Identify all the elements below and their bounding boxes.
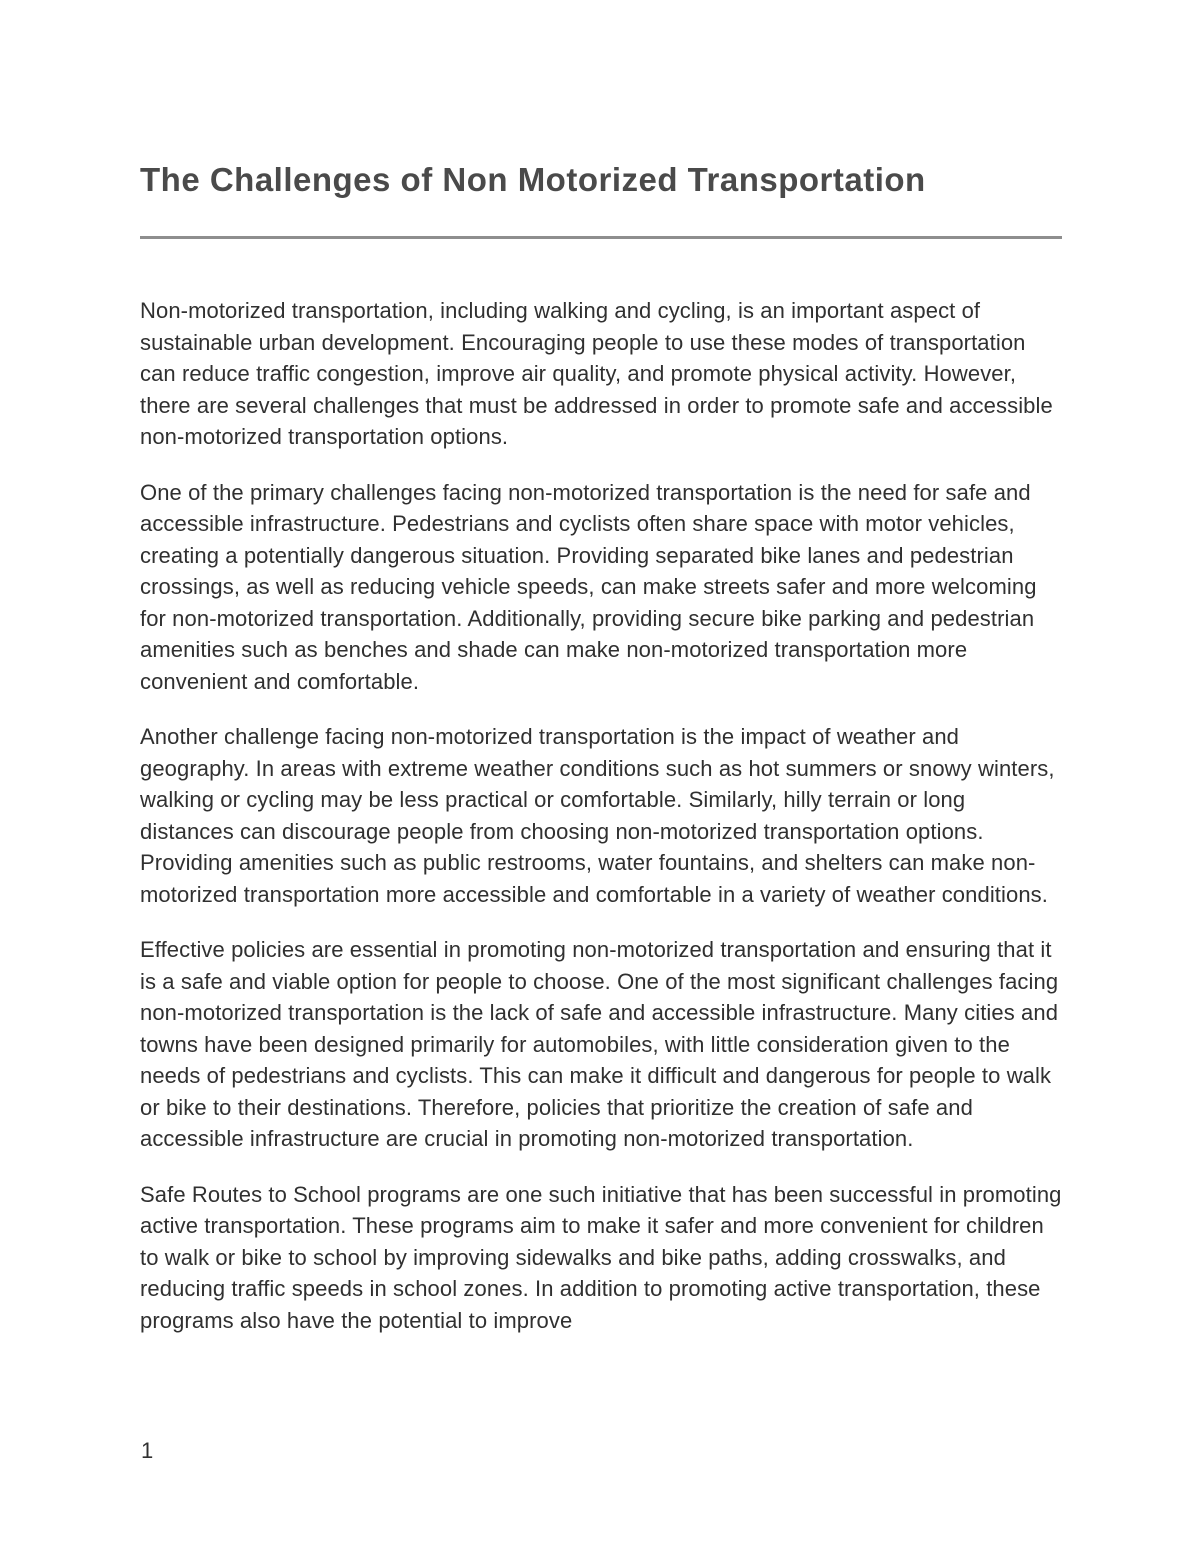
body-paragraph-2: One of the primary challenges facing non-motorized transportation is the need for safe and accessible infrastructure. Pedestrians and cyclists often share space with motor vehicles, creating a potentially dangerous situation. Providing separated bike lanes and pedestrian crossings, as well as reducing vehicle speeds, can make streets safer and more welcoming for non-motorized transportation. Additionally, providing secure bike parking and pedestrian amenities such as benches and shade can make non-motorized transportation more convenient and comfortable. xyxy=(140,479,1037,694)
body-paragraph-5: Safe Routes to School programs are one such initiative that has been successful in promoting active transportation. These programs aim to make it safer and more convenient for children to walk or bike to school by improving sidewalks and bike paths, adding crosswalks, and reducing traffic speeds in school zones. In addition to promoting active transportation, these programs also have the potential to improve xyxy=(140,1181,1062,1333)
document-title: The Challenges of Non Motorized Transportation xyxy=(140,161,926,198)
body-paragraph-1: Non-motorized transportation, including walking and cycling, is an important aspect of sustainable urban development. Encouraging people to use these modes of transportation can reduce traffic congestion, improve air quality, and promote physical activity. However, there are several challenges that must be addressed in order to promote safe and accessible non-motorized transportation options. xyxy=(140,298,1053,449)
title-divider xyxy=(140,236,1062,239)
page-number: 1 xyxy=(141,1438,154,1463)
body-paragraph-4: Effective policies are essential in promoting non-motorized transportation and ensuring that it is a safe and viable option for people to choose. One of the most significant challenges facing non-motorized transportation is the lack of safe and accessible infrastructure. Many cities and towns have been designed primarily for automobiles, with little consideration given to the needs of pedestrians and cyclists. This can make it difficult and dangerous for people to walk or bike to their destinations. Therefore, policies that prioritize the creation of safe and accessible infrastructure are crucial in promoting non-motorized transportation. xyxy=(140,937,1059,1151)
document-body xyxy=(140,295,1062,1360)
body-paragraph-3: Another challenge facing non-motorized transportation is the impact of weather and geography. In areas with extreme weather conditions such as hot summers or snowy winters, walking or cycling may be less practical or comfortable. Similarly, hilly terrain or long distances can discourage people from choosing non-motorized transportation options. Providing amenities such as public restrooms, water fountains, and shelters can make non-motorized transportation more accessible and comfortable in a variety of weather conditions. xyxy=(140,724,1055,907)
